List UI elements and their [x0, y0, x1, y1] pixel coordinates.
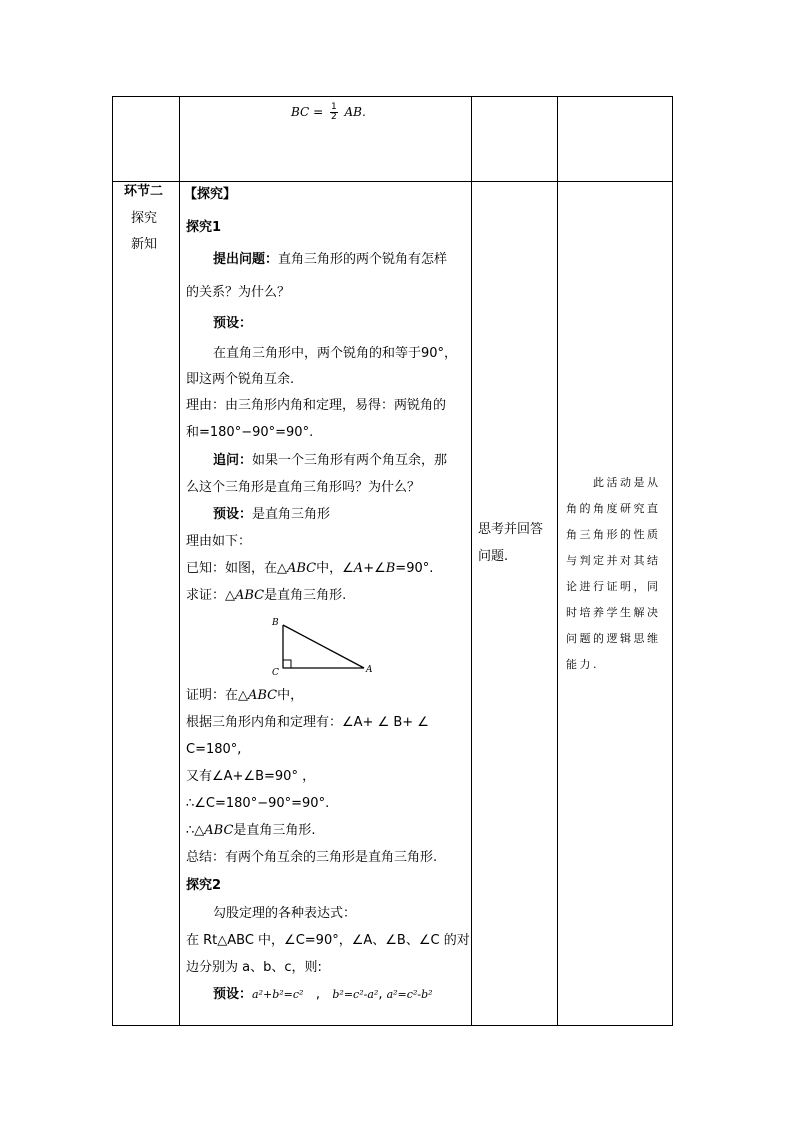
preset-label-1: 预设：	[213, 316, 253, 331]
vertex-label-c: C	[272, 668, 279, 678]
proof-step4: ∴△ABC是直角三角形.	[186, 823, 316, 838]
preset3-line: 预设：a²+b²=c² , b²=c²-a², a²=c²-b²	[213, 987, 433, 1002]
vertex-label-b: B	[272, 618, 279, 628]
formula-bc-half-ab: BC = $\frac{1}{2}$ AB.	[291, 102, 366, 122]
col-divider-1	[179, 96, 180, 1026]
table-left-border	[112, 96, 113, 1026]
side-ab	[283, 625, 364, 668]
summary-line: 总结：有两个角互余的三角形是直角三角形.	[186, 850, 438, 865]
pythagoras-line1: 在 Rt△ABC 中，∠C=90°，∠A、∠B、∠C 的对	[186, 933, 470, 948]
explore1-heading: 探究1	[186, 220, 222, 235]
answer1-line1: 在直角三角形中，两个锐角的和等于90°，	[213, 346, 458, 361]
answer1-line2: 即这两个锐角互余.	[186, 372, 295, 387]
prove-line: 求证：△ABC是直角三角形.	[186, 588, 347, 603]
known-line: 已知：如图，在△ABC中，∠A+∠B=90°.	[186, 561, 434, 576]
table-right-border	[672, 96, 673, 1026]
follow-up-line1: 追问：如果一个三角形有两个角互余，那	[213, 453, 448, 468]
activity-line2: 问题.	[478, 549, 509, 564]
stage-title-line2: 新知	[131, 237, 158, 252]
reason1-line1: 理由：由三角形内角和定理，易得：两锐角的	[186, 398, 447, 413]
fraction-one-half: $\frac{1}{2}$	[330, 102, 337, 122]
proof-line: 证明：在△ABC中，	[186, 688, 304, 703]
pythagoras-intro: 勾股定理的各种表达式：	[213, 906, 357, 921]
follow-up-line2: 么这个三角形是直角三角形吗？为什么？	[186, 480, 421, 495]
pythagoras-line2: 边分别为 a、b、c，则:	[186, 960, 322, 975]
col-divider-3	[557, 96, 558, 1026]
right-angle-mark	[283, 660, 291, 668]
table-bottom-border	[112, 1025, 673, 1026]
activity-line1: 思考并回答	[478, 522, 544, 537]
design-notes: 此活动是从角的角度研究直角三角形的性质与判定并对其结论进行证明，同时培养学生解决问题的逻辑思维能力.	[566, 476, 661, 671]
proof-step3: ∴∠C=180°−90°=90°.	[186, 796, 330, 811]
question-line1: 提出问题：直角三角形的两个锐角有怎样	[213, 252, 448, 267]
vertex-label-a: A	[366, 665, 373, 675]
preset2-line: 预设：是直角三角形	[213, 507, 331, 522]
question-line2: 的关系？为什么？	[186, 285, 291, 300]
stage-title-line1: 探究	[131, 211, 158, 226]
proof-step1-line2: C=180°,	[186, 742, 242, 757]
stage-label: 环节二	[124, 184, 164, 199]
reason2-line: 理由如下：	[186, 534, 252, 549]
section-header: 【探究】	[184, 187, 237, 202]
proof-step1-line1: 根据三角形内角和定理有：∠A+ ∠ B+ ∠	[186, 715, 429, 730]
proof-step2: 又有∠A+∠B=90° ，	[186, 769, 316, 784]
col-divider-2	[471, 96, 472, 1026]
table-top-border	[112, 96, 673, 97]
row-divider	[112, 181, 673, 182]
explore2-heading: 探究2	[186, 878, 222, 893]
right-triangle-figure	[268, 612, 378, 678]
reason1-line2: 和=180°−90°=90°.	[186, 425, 314, 440]
